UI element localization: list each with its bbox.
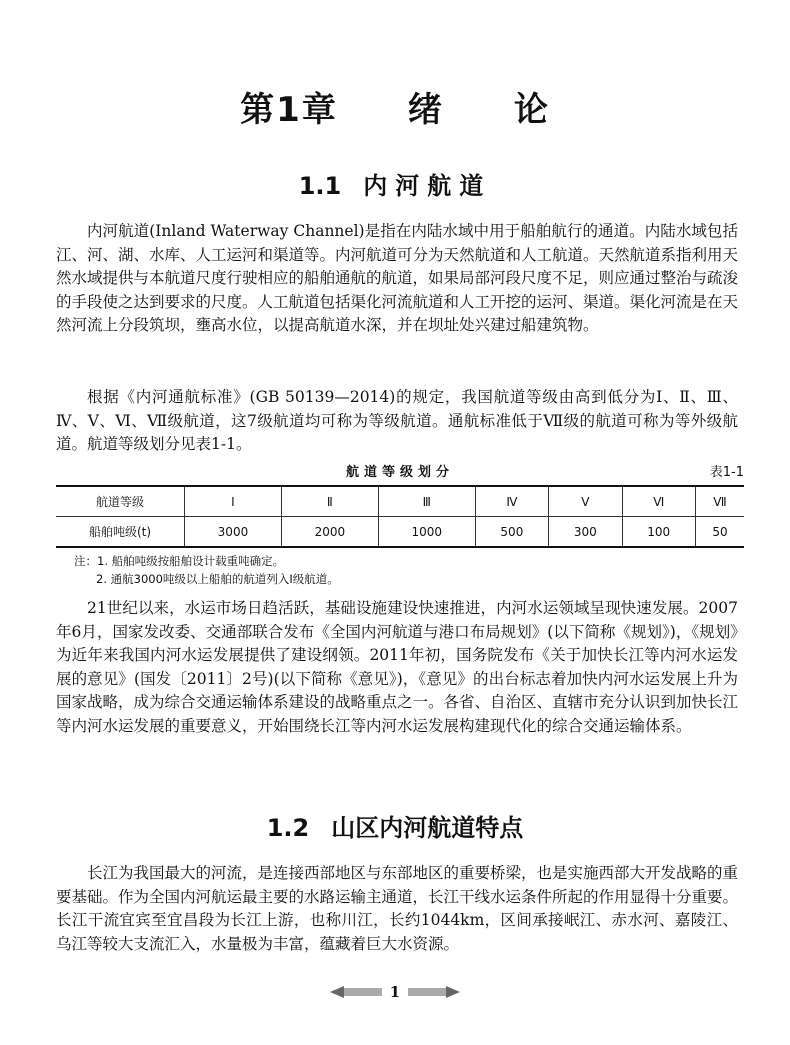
waterway-grade-table [56, 485, 744, 548]
table-cell: Ⅰ [185, 486, 282, 517]
paragraph-inland-waterway: 内河航道(Inland Waterway Channel)是指在内陆水域中用于船舶航行的通道。内陆水域包括江、河、湖、水库、人工运河和渠道等。内河航道可分为天然航道和人工航道。天然航道系指利用天然水域提供与本航道尺度行驶相应的船舶通航的航道，如果局部河段尺度不足，则应通过整治与疏浚的手段使之达到要求的尺度。人工航道包括渠化河流航道和人工开挖的运河、渠道。渠化河流是在天然河流上分段筑坝，壅高水位，以提高航道水深，并在坝址处兴建过船建筑物。 [56, 222, 739, 335]
section-number: 1.2 [266, 814, 310, 842]
right-arrow-icon [408, 986, 460, 998]
table-caption-title: 航道等级划分 [345, 465, 454, 480]
section-heading-1-1 [0, 166, 790, 201]
section-title: 内河航道 [363, 172, 492, 200]
table-cell: Ⅵ [622, 486, 695, 517]
chapter-title-word-1: 绪 [407, 90, 444, 130]
table-cell: 300 [549, 517, 622, 548]
left-arrow-icon [330, 986, 382, 998]
table-cell: Ⅲ [378, 486, 475, 517]
section-number: 1.1 [298, 172, 342, 200]
section-title: 山区内河航道特点 [331, 814, 524, 842]
table-cell: 2000 [281, 517, 378, 548]
table-row-grade [56, 486, 744, 517]
table-header-cell: 船舶吨级(t) [56, 517, 185, 548]
table-cell: 1000 [378, 517, 475, 548]
table-note-2: 2. 通航3000吨级以上船舶的航道列入Ⅰ级航道。 [96, 572, 339, 586]
table-caption [56, 461, 744, 481]
chapter-title [0, 82, 790, 131]
table-cell: Ⅶ [695, 486, 744, 517]
table-cell: 3000 [185, 517, 282, 548]
chapter-title-word-2: 论 [513, 90, 550, 130]
table-cell: 500 [475, 517, 548, 548]
table-cell: 50 [695, 517, 744, 548]
table-number: 表1-1 [709, 465, 744, 480]
chapter-number: 第1章 [240, 90, 338, 130]
table-cell: 100 [622, 517, 695, 548]
table-row-tonnage [56, 517, 744, 548]
page-footer [0, 982, 790, 1001]
paragraph-development: 21世纪以来，水运市场日趋活跃，基础设施建设快速推进，内河水运领域呈现快速发展。2007年6月，国家发改委、交通部联合发布《全国内河航道与港口布局规划》(以下简称《规划》)，《规划》为近年来我国内河水运发展提供了建设纲领。2011年初，国务院发布《关于加快长江等内河水运发展的意见》(国发〔2011〕2号)(以下简称《意见》)，《意见》的出台标志着加快内河水运发展上升为国家战略，成为综合交通运输体系建设的战略重点之一。各省、自治区、直辖市充分认识到加快长江等内河水运发展的重要意义，开始围绕长江等内河水运发展构建现代化的综合交通运输体系。 [56, 599, 739, 735]
section-heading-1-2 [0, 808, 790, 843]
table-cell: Ⅳ [475, 486, 548, 517]
paragraph-yangtze: 长江为我国最大的河流，是连接西部地区与东部地区的重要桥梁，也是实施西部大开发战略的重要基础。作为全国内河航运最主要的水路运输主通道，长江干线水运条件所起的作用显得十分重要。长江干流宜宾至宜昌段为长江上游，也称川江，长约1044km，区间承接岷江、赤水河、嘉陵江、乌江等较大支流汇入，水量极为丰富，蕴藏着巨大水资源。 [56, 864, 739, 953]
page-number: 1 [389, 983, 401, 1001]
paragraph-grade-standard: 根据《内河通航标准》(GB 50139—2014)的规定，我国航道等级由高到低分为Ⅰ、Ⅱ、Ⅲ、Ⅳ、Ⅴ、Ⅵ、Ⅶ级航道，这7级航道均可称为等级航道。通航标准低于Ⅶ级的航道可称为等外级航道。航道等级划分见表1-1。 [56, 388, 738, 454]
table-note-1: 注：1. 船舶吨级按船舶设计载重吨确定。 [74, 554, 285, 568]
table-header-cell: 航道等级 [56, 486, 185, 517]
table-cell: Ⅴ [549, 486, 622, 517]
table-cell: Ⅱ [281, 486, 378, 517]
table-notes [74, 552, 339, 588]
